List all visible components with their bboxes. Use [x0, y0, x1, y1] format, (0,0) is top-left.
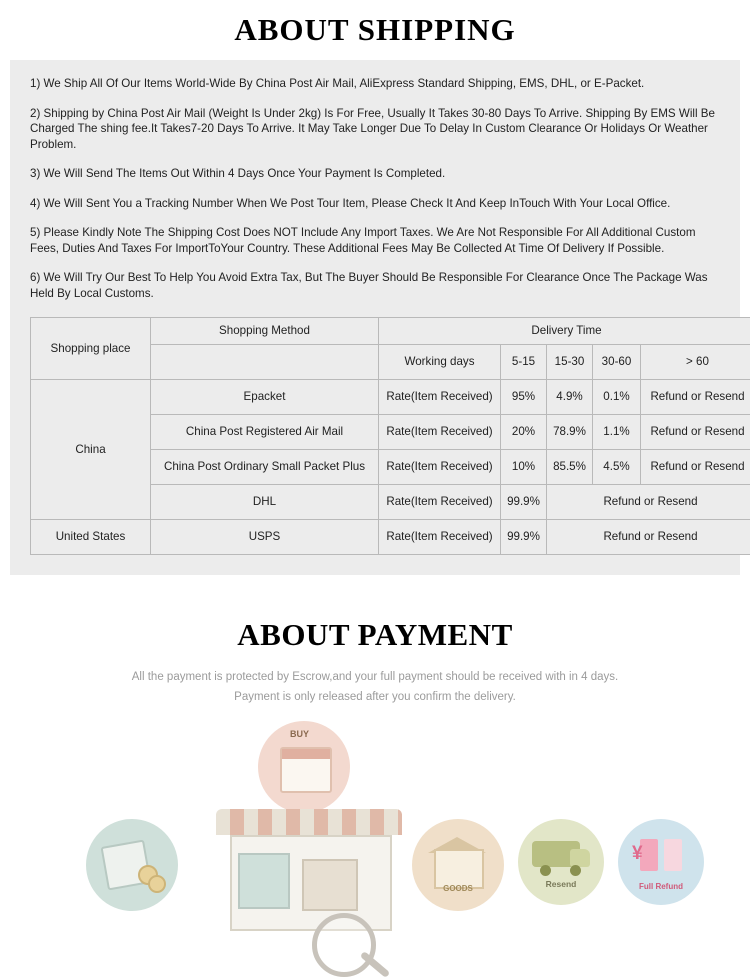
table-cell-rate: Rate(Item Received) [379, 415, 501, 450]
buy-calendar-icon [258, 721, 350, 813]
calendar-header-bar [282, 749, 330, 759]
table-cell-5-15: 99.9% [501, 485, 547, 520]
table-row [31, 380, 750, 415]
resend-label: Resend [518, 879, 604, 889]
shop-awning [216, 809, 402, 835]
shop-door [302, 859, 358, 911]
currency-symbol: ¥ [632, 843, 643, 865]
truck-wheel [570, 865, 581, 876]
payment-subtitle-line-2: Payment is only released after you confirm the delivery. [0, 687, 750, 707]
table-header-delivery-time: Delivery Time [379, 318, 750, 345]
wallet-money-icon [86, 819, 178, 911]
table-subheader-5-15: 5-15 [501, 345, 547, 380]
coin-shape [148, 875, 166, 893]
shipping-paragraph-6: 6) We Will Try Our Best To Help You Avoid Extra Tax, But The Buyer Should Be Responsible For Clearance Once The Package Was Held By Local Customs. [30, 270, 720, 301]
table-cell-30-60: 1.1% [593, 415, 641, 450]
table-cell-refund-merged: Refund or Resend [547, 485, 750, 520]
resend-truck-icon [518, 819, 604, 905]
table-subheader-over-60: > 60 [641, 345, 750, 380]
table-cell-15-30: 85.5% [547, 450, 593, 485]
refund-card-shape [664, 839, 682, 871]
delivery-time-table [30, 317, 750, 555]
shipping-paragraph-1: 1) We Ship All Of Our Items World-Wide By China Post Air Mail, AliExpress Standard Shipping, EMS, DHL, or E-Packet. [30, 76, 720, 92]
table-cell-30-60: 0.1% [593, 380, 641, 415]
shipping-title: ABOUT SHIPPING [0, 0, 750, 60]
payment-title: ABOUT PAYMENT [0, 617, 750, 653]
payment-illustration [0, 721, 750, 951]
delivery-house-icon [412, 819, 504, 911]
table-header-method: Shopping Method [151, 318, 379, 345]
table-cell-method: China Post Ordinary Small Packet Plus [151, 450, 379, 485]
table-cell-over-60: Refund or Resend [641, 450, 750, 485]
table-cell-5-15: 20% [501, 415, 547, 450]
house-body [434, 849, 484, 889]
payment-section [0, 617, 750, 951]
table-cell-30-60: 4.5% [593, 450, 641, 485]
calendar-shape [280, 747, 332, 793]
table-cell-rate: Rate(Item Received) [379, 485, 501, 520]
shop-storefront-icon [216, 809, 402, 949]
table-cell-5-15: 99.9% [501, 520, 547, 555]
goods-label: GOODS [412, 884, 504, 893]
shipping-panel [10, 60, 740, 575]
full-refund-label: Full Refund [618, 882, 704, 891]
table-header-row [31, 318, 750, 345]
table-cell-refund-merged: Refund or Resend [547, 520, 750, 555]
table-cell-rate: Rate(Item Received) [379, 520, 501, 555]
table-cell-rate: Rate(Item Received) [379, 380, 501, 415]
truck-wheel [540, 865, 551, 876]
shipping-paragraph-3: 3) We Will Send The Items Out Within 4 Days Once Your Payment Is Completed. [30, 166, 720, 182]
buy-badge-label: BUY [290, 729, 309, 739]
table-subheader-blank [151, 345, 379, 380]
table-cell-15-30: 4.9% [547, 380, 593, 415]
table-cell-place-us: United States [31, 520, 151, 555]
table-cell-method: Epacket [151, 380, 379, 415]
table-cell-5-15: 10% [501, 450, 547, 485]
table-cell-method: China Post Registered Air Mail [151, 415, 379, 450]
full-refund-icon [618, 819, 704, 905]
table-subheader-30-60: 30-60 [593, 345, 641, 380]
table-cell-place-china: China [31, 380, 151, 520]
table-cell-15-30: 78.9% [547, 415, 593, 450]
shop-window [238, 853, 290, 909]
table-row [31, 520, 750, 555]
magnifier-icon [312, 913, 376, 977]
shipping-paragraph-5: 5) Please Kindly Note The Shipping Cost Does NOT Include Any Import Taxes. We Are Not Responsible For All Additional Custom Fees, Duties And Taxes For ImportToYour Country. These Additional Fees May Be Collected At Time Of Delivery If Possible. [30, 225, 720, 256]
table-cell-method: DHL [151, 485, 379, 520]
shipping-paragraph-4: 4) We Will Sent You a Tracking Number When We Post Tour Item, Please Check It And Keep InTouch With Your Local Office. [30, 196, 720, 212]
shipping-paragraph-2: 2) Shipping by China Post Air Mail (Weight Is Under 2kg) Is For Free, Usually It Takes 30-80 Days To Arrive. Shipping By EMS Will Be Charged The shing fee.It Takes7-20 Days To Arrive. It May Take Longer Due To Delay In Custom Clearance Or Holidays Or Weather Problem. [30, 106, 720, 153]
table-cell-over-60: Refund or Resend [641, 415, 750, 450]
table-subheader-working-days: Working days [379, 345, 501, 380]
table-cell-over-60: Refund or Resend [641, 380, 750, 415]
table-header-place: Shopping place [31, 318, 151, 380]
table-cell-method: USPS [151, 520, 379, 555]
table-cell-5-15: 95% [501, 380, 547, 415]
table-cell-rate: Rate(Item Received) [379, 450, 501, 485]
table-subheader-15-30: 15-30 [547, 345, 593, 380]
payment-subtitle-line-1: All the payment is protected by Escrow,and your full payment should be received with in 4 days. [0, 667, 750, 687]
